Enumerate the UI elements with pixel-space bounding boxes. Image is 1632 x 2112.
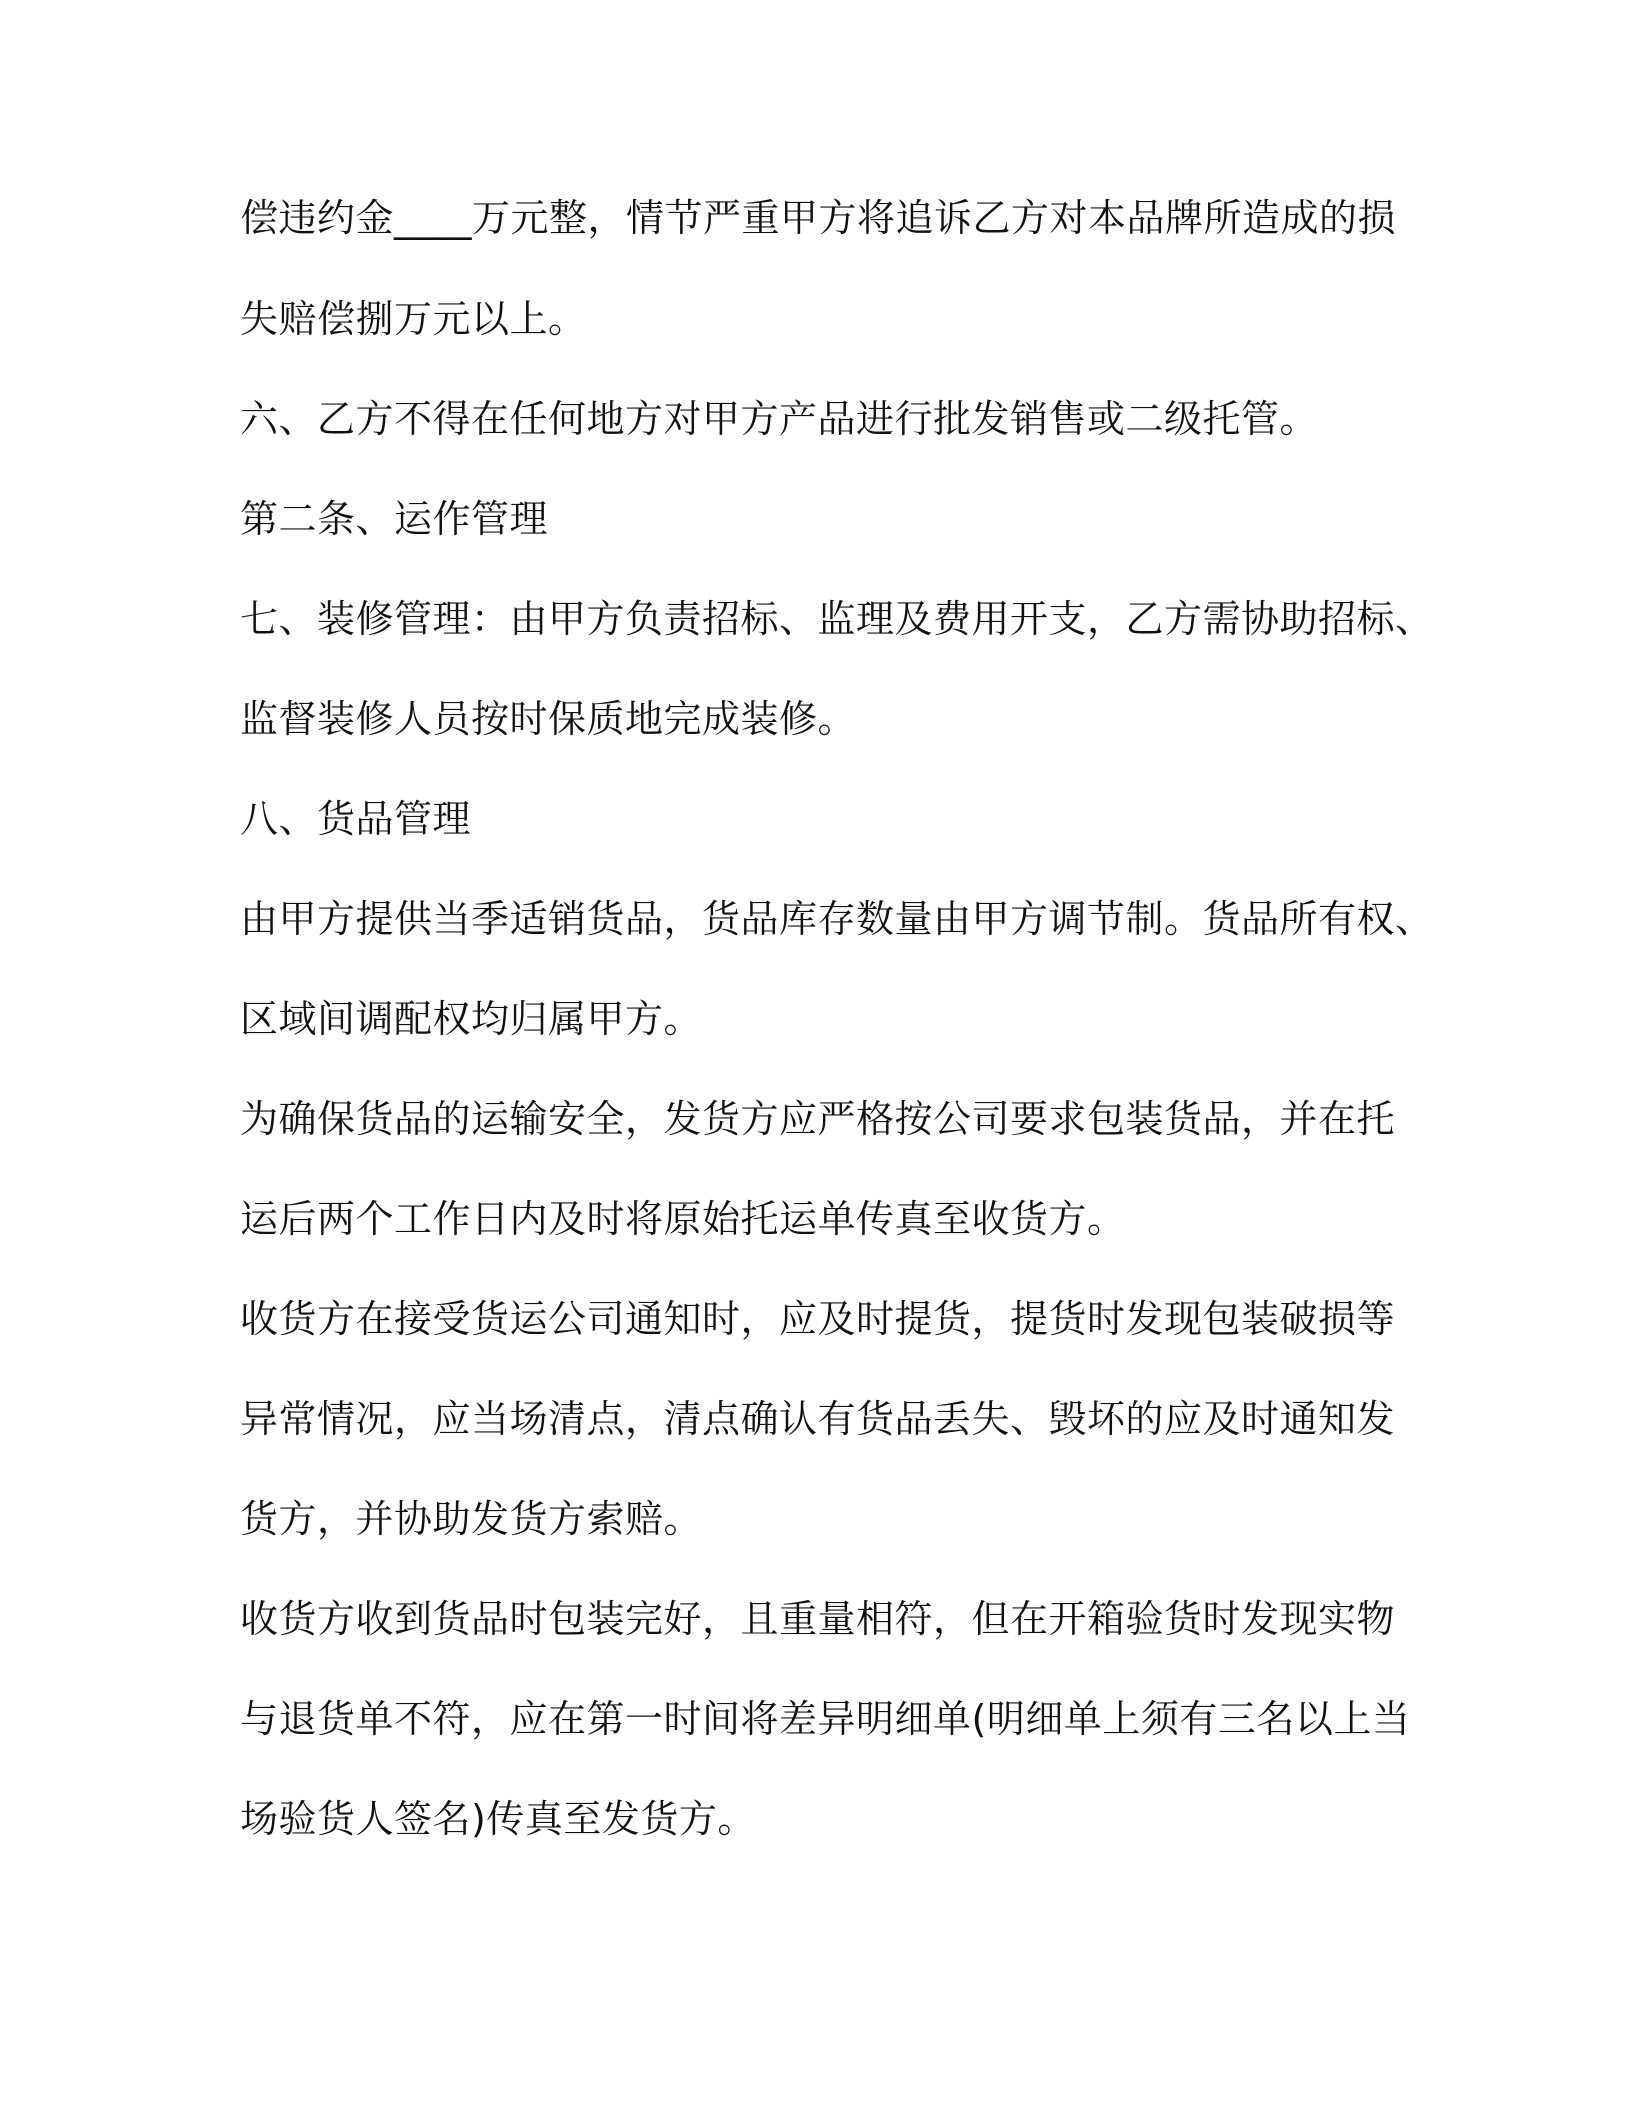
text-line: 监督装修人员按时保质地完成装修。 xyxy=(240,697,857,741)
text-line: 与退货单不符，应在第一时间将差异明细单(明细单上须有三名以上当 xyxy=(240,1697,1411,1741)
text-line: 为确保货品的运输安全，发货方应严格按公司要求包装货品，并在托 xyxy=(240,1097,1396,1141)
text-line: 异常情况，应当场清点，清点确认有货品丢失、毁坏的应及时通知发 xyxy=(240,1397,1396,1441)
text-line: 偿违约金____万元整，情节严重甲方将追诉乙方对本品牌所造成的损 xyxy=(240,196,1397,240)
text-line: 场验货人签名)传真至发货方。 xyxy=(240,1797,756,1841)
text-line: 货方，并协助发货方索赔。 xyxy=(240,1497,703,1541)
text-line: 由甲方提供当季适销货品，货品库存数量由甲方调节制。货品所有权、 xyxy=(240,897,1434,941)
text-line: 六、乙方不得在任何地方对甲方产品进行批发销售或二级托管。 xyxy=(240,397,1319,441)
text-line: 七、装修管理：由甲方负责招标、监理及费用开支，乙方需协助招标、 xyxy=(240,597,1434,641)
text-line: 收货方收到货品时包装完好，且重量相符，但在开箱验货时发现实物 xyxy=(240,1597,1396,1641)
text-line: 失赔偿捌万元以上。 xyxy=(240,297,587,341)
text-line: 收货方在接受货运公司通知时，应及时提货，提货时发现包装破损等 xyxy=(240,1297,1396,1341)
clause-heading: 八、货品管理 xyxy=(240,797,472,841)
text-line: 运后两个工作日内及时将原始托运单传真至收货方。 xyxy=(240,1197,1126,1241)
text-line: 区域间调配权均归属甲方。 xyxy=(240,997,703,1041)
section-heading: 第二条、运作管理 xyxy=(240,497,549,541)
